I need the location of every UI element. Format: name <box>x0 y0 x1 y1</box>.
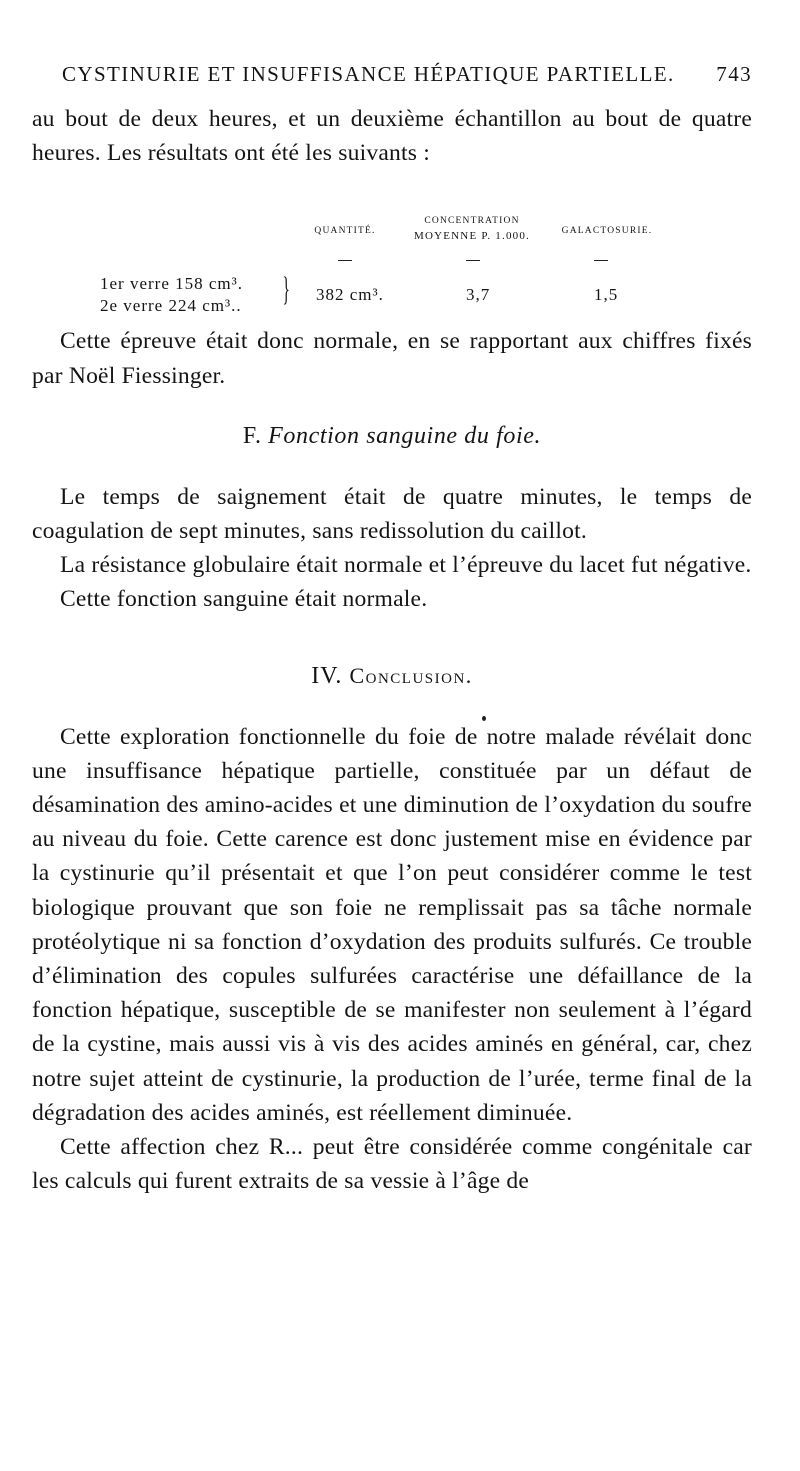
paragraph-bleeding-time: Le temps de saignement était de quatre minutes, le temps de coagulation de sept minutes, sans redissolution du caillot. <box>32 483 752 545</box>
column-header-quantite: QUANTITÉ. <box>314 226 376 237</box>
value-quantite: 382 cm³. <box>316 285 384 305</box>
paragraph-globular-resistance: La résistance globulaire était normale et l’épreuve du lacet fut négative. <box>60 552 752 579</box>
paragraph-normal-test: Cette épreuve était donc normale, en se rapportant aux chiffres fixés par Noël Fiessinger. <box>32 328 752 389</box>
column-header-concentration-line2: MOYENNE P. 1.000. <box>413 230 531 243</box>
section-iv-label: IV. <box>311 662 343 689</box>
column-header-concentration-line1: CONCENTRATION <box>424 216 520 227</box>
paragraph-congenital: Cette affection chez R... peut être considérée comme congénitale car les calculs qui furent extraits de sa vessie à l’âge de <box>32 1134 752 1195</box>
running-head <box>32 62 752 102</box>
print-speck <box>482 716 486 721</box>
row-second-glass: 2e verre 224 cm³.. <box>100 296 242 316</box>
section-f-title: Fonction sanguine du foie. <box>268 422 542 449</box>
section-heading-f <box>32 423 752 450</box>
section-heading-iv <box>32 663 752 690</box>
section-f-label: F. <box>242 422 262 449</box>
column-header-galactosurie: GALACTOSURIE. <box>561 226 653 237</box>
book-page <box>32 62 752 1198</box>
paragraph-conclusion: Cette exploration fonctionnelle du foie de notre malade révélait donc une insuffisance hépatique partielle, constituée par un défaut de désamination des amino-acides et une diminution de l’oxydation du soufre au niveau du foie. Cette carence est donc justement mise en évidence par la cystinurie qu’il présentait et que l’on peut considérer comme le test biologique prouvant que son foie ne remplissait pas sa tâche normale protéolytique ni sa fonction d’oxydation des produits sulfurés. Ce trouble d’élimination des copules sulfurées caractérise une défaillance de la fonction hépatique, susceptible de se manifester non seulement à l’égard de la cystine, mais aussi vis à vis des acides aminés en général, car, chez notre sujet atteint de cystinurie, la production de l’urée, terme final de la dégradation des acides aminés, est réellement diminuée. <box>32 723 752 1126</box>
row-first-glass: 1er verre 158 cm³. <box>100 274 243 294</box>
section-iv-title: Conclusion. <box>349 662 473 688</box>
results-table <box>32 174 752 324</box>
header-rule <box>466 260 480 261</box>
running-head-title: CYSTINURIE ET INSUFFISANCE HÉPATIQUE PARTIELLE. <box>62 62 675 86</box>
paragraph-results-intro: au bout de deux heures, et un deuxième échantillon au bout de quatre heures. Les résultats ont été les suivants : <box>32 106 752 167</box>
value-concentration: 3,7 <box>466 285 491 305</box>
header-rule <box>338 260 352 261</box>
brace-mark: } <box>282 271 290 309</box>
value-galactosurie: 1,5 <box>594 285 619 305</box>
paragraph-blood-function: Cette fonction sanguine était normale. <box>60 586 428 613</box>
page-number: 743 <box>716 62 752 86</box>
header-rule <box>594 260 608 261</box>
